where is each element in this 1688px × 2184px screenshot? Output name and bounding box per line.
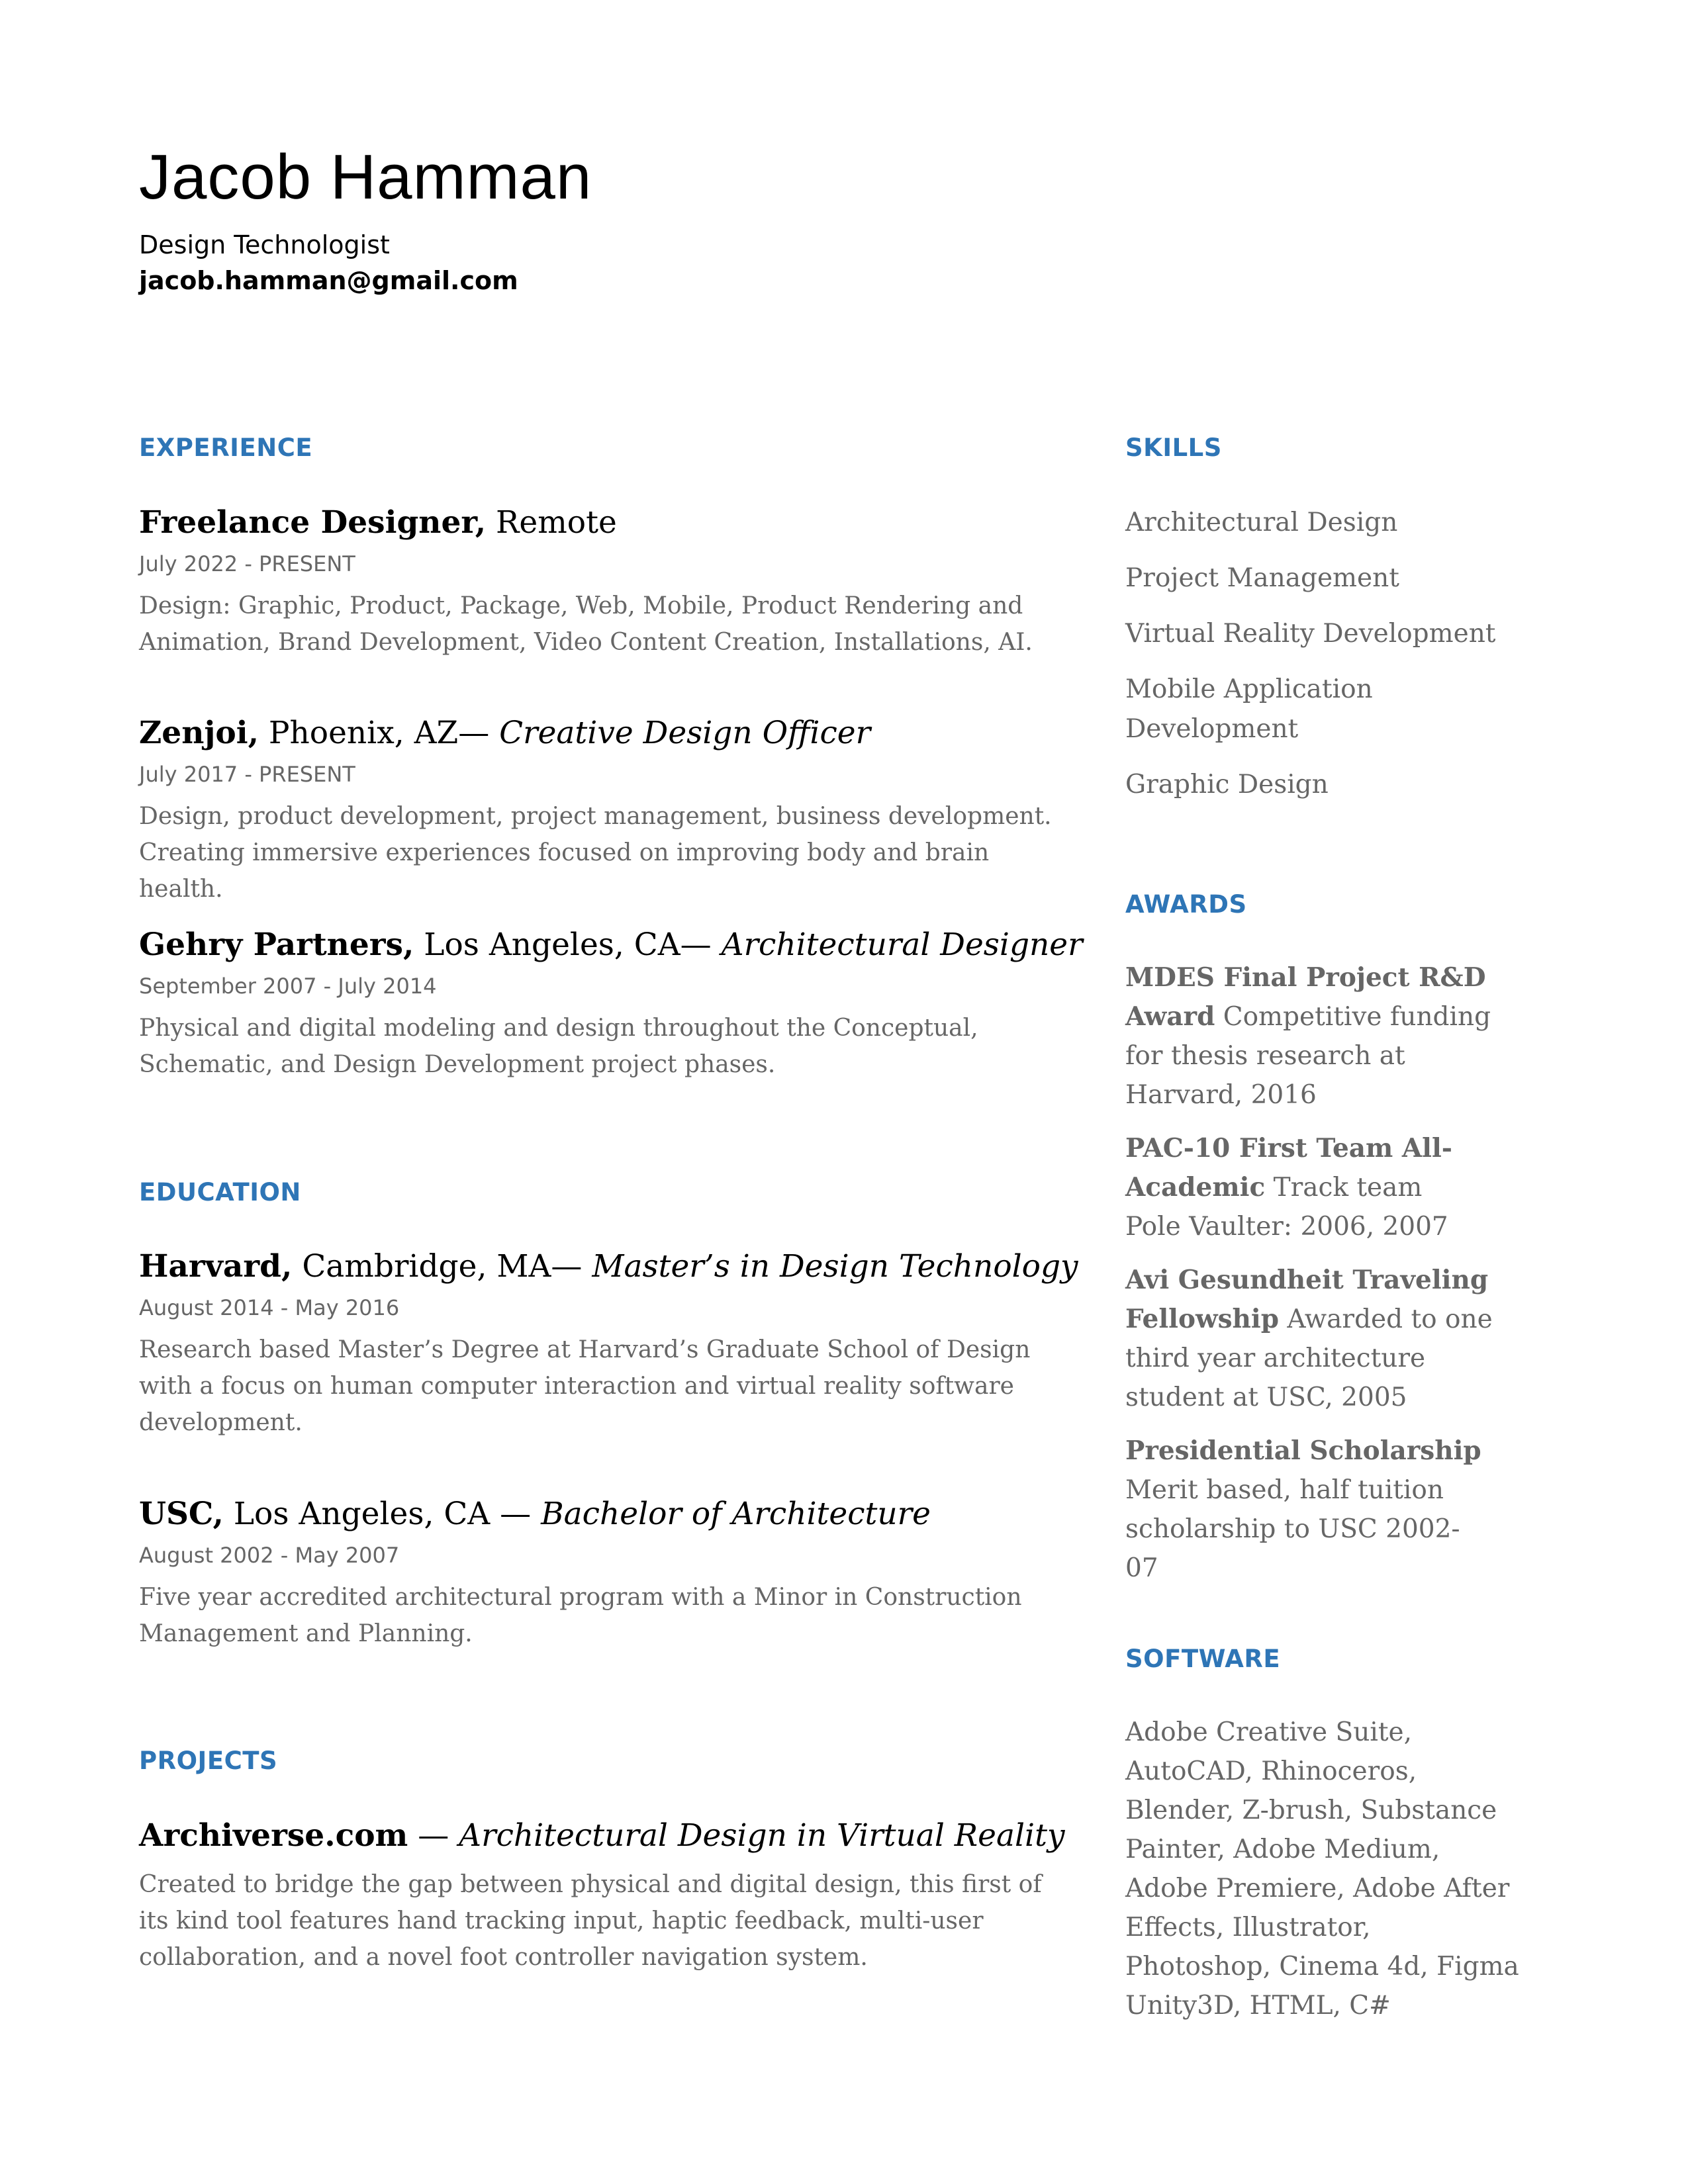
entry-org: Zenjoi,	[139, 715, 259, 751]
award-name: PAC-10 First Team All-Academic	[1125, 1133, 1452, 1203]
entry-description: Physical and digital modeling and design throughout the Conceptual, Schematic, and Design Development project phases.	[139, 1015, 978, 1078]
skill-item: Virtual Reality Development	[1125, 619, 1496, 649]
software-heading: SOFTWARE	[1125, 1645, 1281, 1673]
entry-location: Phoenix, AZ—	[258, 715, 500, 751]
entry-title	[139, 1246, 1099, 1288]
skills-list	[1125, 503, 1549, 821]
entry-dates: September 2007 - July 2014	[139, 974, 437, 999]
projects-heading: PROJECTS	[139, 1747, 278, 1775]
award-detail: Awarded to one third year architecture student at USC, 2005	[1125, 1304, 1493, 1412]
experience-entry	[139, 502, 1099, 660]
entry-description: Created to bridge the gap between physical and digital design, this first of its kind tool features hand tracking input, haptic feedback, multi-user collaboration, and a novel foot controller navigation system.	[139, 1871, 1042, 1971]
entry-role: Architectural Design in Virtual Reality	[459, 1817, 1065, 1854]
entry-org: Gehry Partners,	[139, 927, 414, 963]
entry-location: Remote	[486, 504, 617, 541]
award-detail: Merit based, half tuition scholarship to USC 2002-07	[1125, 1475, 1460, 1583]
education-entry	[139, 1246, 1099, 1441]
award-detail: Competitive funding for thesis research at Harvard, 2016	[1125, 1002, 1491, 1110]
award-name: MDES Final Project R&D Award	[1125, 962, 1486, 1032]
entry-role: Master’s in Design Technology	[592, 1248, 1078, 1285]
award-item	[1125, 1261, 1496, 1417]
experience-entry	[139, 712, 1099, 907]
award-detail: Track team Pole Vaulter: 2006, 2007	[1125, 1173, 1448, 1242]
entry-dates: July 2017 - PRESENT	[139, 762, 355, 787]
entry-description: Five year accredited architectural program with a Minor in Construction Management and Planning.	[139, 1584, 1022, 1647]
skill-item: Mobile Application Development	[1125, 674, 1373, 744]
entry-location: Los Angeles, CA—	[414, 927, 722, 963]
skill-item: Architectural Design	[1125, 508, 1398, 537]
entry-title	[139, 502, 1099, 544]
entry-location: —	[408, 1817, 459, 1854]
entry-org: Freelance Designer,	[139, 504, 487, 541]
entry-description: Design, product development, project management, business development. Creating immersive experiences focused on improving body and brain health.	[139, 803, 1052, 903]
entry-role: Bachelor of Architecture	[541, 1496, 931, 1532]
award-name: Avi Gesundheit Traveling Fellowship	[1125, 1265, 1489, 1334]
entry-role: Architectural Designer	[721, 927, 1083, 963]
education-heading: EDUCATION	[139, 1178, 301, 1206]
software-list: Adobe Creative Suite, AutoCAD, Rhinoceros, Blender, Z-brush, Substance Painter, Adobe Medium, Adobe Premiere, Adobe After Effects, Illustrator, Photoshop, Cinema 4d, Figma Unity3D, HTML, C#	[1125, 1717, 1519, 2021]
entry-title	[139, 1815, 1099, 1857]
entry-dates: July 2022 - PRESENT	[139, 551, 355, 576]
entry-dates: August 2014 - May 2016	[139, 1295, 400, 1320]
award-name: Presidential Scholarship	[1125, 1435, 1481, 1466]
entry-description: Research based Master’s Degree at Harvard’s Graduate School of Design with a focus on human computer interaction and virtual reality software development.	[139, 1336, 1031, 1436]
award-item	[1125, 1432, 1483, 1588]
entry-title	[139, 1493, 1099, 1535]
entry-dates: August 2002 - May 2007	[139, 1543, 400, 1568]
education-entry	[139, 1493, 1099, 1652]
entry-title	[139, 924, 1099, 966]
entry-location: Los Angeles, CA —	[223, 1496, 541, 1532]
entry-org: Harvard,	[139, 1248, 293, 1285]
project-entry	[139, 1815, 1099, 1976]
skill-item: Graphic Design	[1125, 770, 1329, 799]
candidate-email[interactable]: jacob.hamman@gmail.com	[139, 266, 518, 295]
experience-entry	[139, 924, 1099, 1083]
skills-heading: SKILLS	[1125, 433, 1222, 462]
award-item	[1125, 1129, 1470, 1246]
award-item	[1125, 958, 1509, 1115]
awards-list	[1125, 958, 1509, 1602]
entry-org: Archiverse.com	[139, 1817, 408, 1854]
skill-item: Project Management	[1125, 563, 1399, 593]
experience-heading: EXPERIENCE	[139, 433, 313, 462]
entry-role: Creative Design Officer	[499, 715, 871, 751]
entry-org: USC,	[139, 1496, 224, 1532]
entry-title	[139, 712, 1099, 754]
entry-description: Design: Graphic, Product, Package, Web, Mobile, Product Rendering and Animation, Brand Development, Video Content Creation, Installations, AI.	[139, 592, 1033, 656]
candidate-name: Jacob Hamman	[139, 142, 592, 212]
candidate-title: Design Technologist	[139, 230, 390, 259]
awards-heading: AWARDS	[1125, 890, 1247, 919]
entry-location: Cambridge, MA—	[292, 1248, 592, 1285]
